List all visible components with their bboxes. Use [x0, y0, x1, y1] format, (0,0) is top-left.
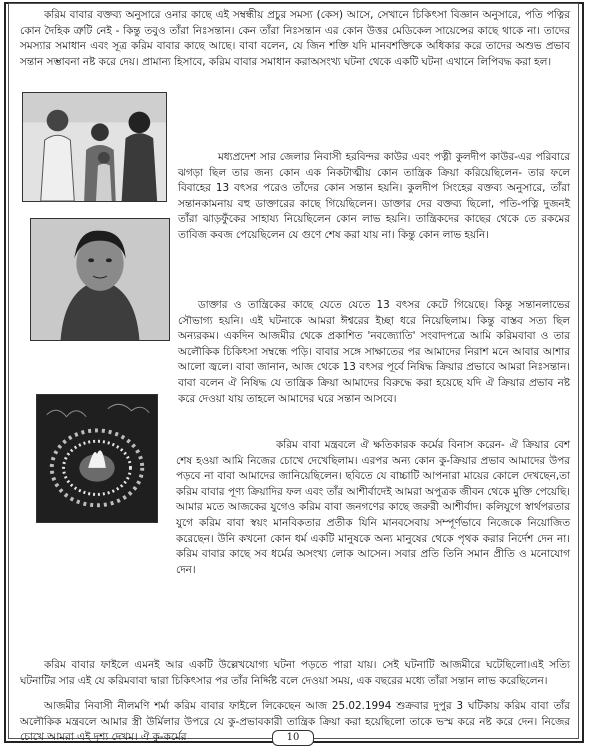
paragraph-neelmani-sharma: আজমীর নিবাসী নীলমণি শর্মা করিম বাবার ফাইলে লিকেছেন আজ 25.02.1994 শুক্রবার দুপুর 3 ঘটিকায় করিম বাবা তাঁর অলৌকিক মন্ত্রবলে আমার স্ত্রী উর্মিলার উপরে যে কু-প্রভাবকারী তান্ত্রিক ক্রিয়া করা হয়েছিলো তাকে ভস্ম করে নষ্ট করে দেন। নিজের চোখে আমরা এই দৃশ্য দেখম। ঐ কু-কর্মের	[20, 700, 570, 744]
paragraph-ajmer-incident: করিম বাবার ফাইলে এমনই আর একটি উল্লেখযোগ্য ঘটনা পড়তে পারা যায়। সেই ঘটনাটি আজমীরে ঘটেছিলো।এই সত্যি ঘটনাটির সার এই যে করিমবাবা দ্বারা চিকিৎসার পর তাঁর নির্দ্দিষ্ট বলে দেওয়া সময়, এক বছরের মধ্যে তাঁরা সন্তান লাভ করেছিলেন।	[20, 659, 570, 687]
paragraph-karim-baba-remedy: করিম বাবা মন্ত্রবলে ঐ ক্ষতিকারক কর্মের বিনাস করেন- ঐ ক্রিয়ার বেশ শেষ হওয়া আমি নিজের চোখে দেখেছিলাম। এরপর অন্য কোন কু-ক্রিয়ার প্রভাব আমাদের উপর পড়বে না বাবা আমাদের জানিয়েছিলেন। ছবিতে যে বাচ্চাটি আপনারা মায়ের কোলে দেখছেন,তা করিম বাবার পূণ্য ক্রিয়াদির ফল এবং তাঁর আশীর্বাদেই আমরা অপুত্রক জীবন থেকে মুক্তি পেয়েছি। আমার মতে আজকের যুগেও করিম বাবা জনগণের কাছে জরুরী আশীর্বাদ। কলিযুগে স্বার্থপরতার যুগে করিম বাবা স্বয়ং মানবিকতার প্রতীক যিনি মানবসেবায় সম্পূর্ণভাবে নিজেকে নিয়োজিত করেছেন। উনি কখনো কোন ধর্ম একটি মানুষকে অন্য মানুষের থেকে পৃথক করার নির্দেশ দেন না। করিম বাবার কাছে সব ধর্মের অসংখ্য লোক আসেন। সবার প্রতি তিনি সমান প্রীতি ও মনোযোগ দেন।	[176, 439, 570, 576]
photo-ritual-flames	[36, 394, 158, 523]
paragraph-intro: করিম বাবার বক্তব্য অনুসারে ওনার কাছে এই সম্বন্ধীয় প্রচুর সমস্য (কেস) আসে, সেখানে চিকিৎসা বিজ্ঞান অনুসারে, পতি পত্নির কোন দৈহিক ত্রুটি নেই - কিন্তু তবুও তাঁরা নিঃসন্তান। কেন তাঁরা নিঃসন্তান এর কোন উত্তর মেডিকেল সায়েন্সের কাছে থাকে না। তাদের সমস্যার সমাধান এবং সূত্র করিম বাবার কাছে আছে। বাবা বলেন, যে জিন শক্তি যদি মানবশক্তিকে অধিকার করে তাদের অশুভ প্রভাব সন্তান সম্ভাবনা নষ্ট করে দেয়। প্রামান্য হিসাবে, করিম বাবার সমাধান করাঅসংখ্য ঘটনা থেকে একটি ঘটনা এখানে লিপিবদ্ধ করা হল।	[20, 9, 570, 68]
paragraph-doctors-and-tantrics: ডাক্তার ও তান্ত্রিকের কাছে যেতে যেতে 13 বৎসর কেটে গিয়েছে। কিন্তু সন্তানলাভের সৌভাগ্য হয়নি। এই ঘটনাকে আমরা ঈশ্বরের ইচ্ছা ধরে নিয়েছিলাম। কিন্তু বাস্তব সত্য ছিল অন্যরকম। একদিন আজমীর থেকে প্রকাশিত 'নবজ্যোতি' সংবাদপত্রে আমি করিমবাবা ও তার অলৌকিক চিকিৎসা সম্বন্ধে পড়ি। বাবার সঙ্গে সাক্ষাতের পর আমাদের নিরাশ মনে আবার আশার আলো জ্বলে। বাবা জানান, আজ থেকে 13 বৎসর পূর্বে নিষিদ্ধ ক্রিয়ার প্রভাবে আমরা নিঃসন্তান। বাবা বলেন ঐ নিষিদ্ধ যে তান্ত্রিক ক্রিয়া আমাদের বিরুদ্ধে করা হয়েছে যদি ঐ ক্রিয়ার প্রভাব নষ্ট করে দেওয়া যায় তাহলে আমাদের ঘরে সন্তান আসবে।	[178, 299, 570, 405]
paragraph-case-madhyapradesh: মধ্যপ্রদেশ সার জেলার নিবাসী হরবিন্দর কাউর এবং পত্নী কুলদীপ কাউর-এর পরিবারে ঝগড়া ছিল তার জন্য কোন এক নিকটাত্মীয় কোন তান্ত্রিক ক্রিয়া করিয়েছিলেন- তার ফলে বিবাহের 13 বৎসর পরেও তাঁদের কোন সন্তান হয়নি। কুলদীপ সিংহের বক্তব্য অনুসারে, তাঁরা সন্তানকামনায় বহু ডাক্তারের কাছে গিয়েছিলেন। ডাক্তার দের বক্তব্য ছিলো, পতি-পত্নি দুজনই তাঁরা ঝাড়ফুঁকের সাহায্য নিয়েছিলেন কোন লাভ হয়নি। তান্ত্রিকদের কাছের থেকে তে রকমের তাবিজ কবজ পেয়েছিলেন যে গুণে শেষ করা যায় না। কিন্তু কোন লাভ হয়নি।	[178, 151, 570, 241]
page-number: 10	[272, 730, 314, 746]
photo-woman-portrait	[30, 218, 170, 341]
